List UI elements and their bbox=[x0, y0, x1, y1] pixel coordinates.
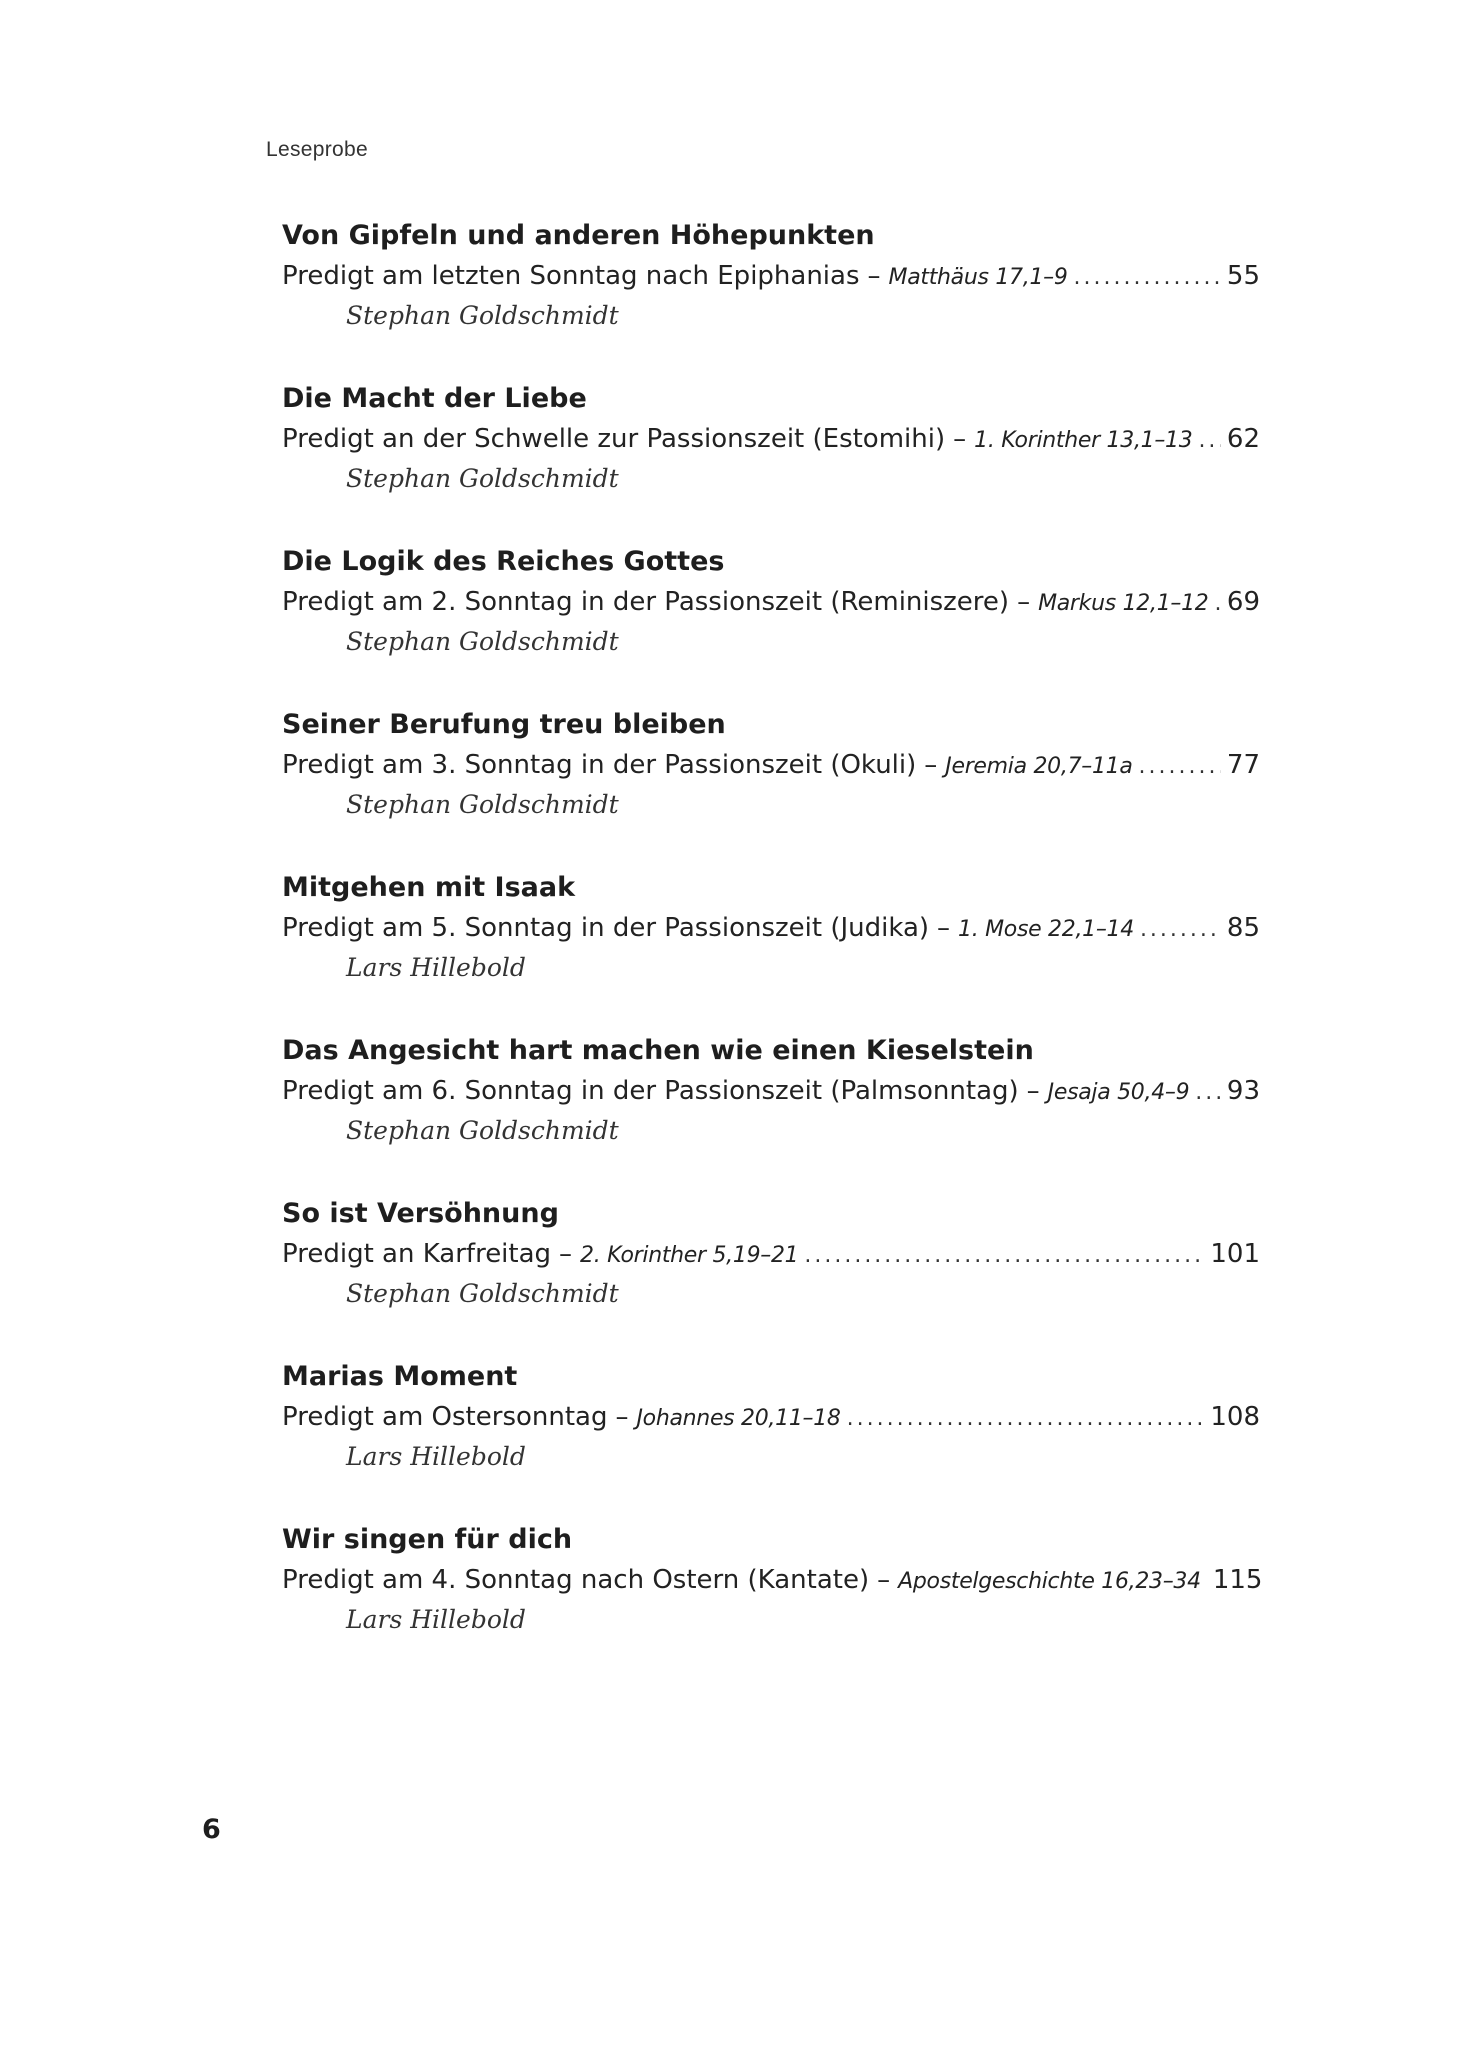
entry-line bbox=[282, 908, 1260, 948]
entry-author: Stephan Goldschmidt bbox=[346, 301, 619, 330]
entry-reference: Matthäus 17,1–9 bbox=[888, 265, 1068, 290]
entry-separator: – bbox=[615, 1402, 629, 1432]
entry-reference: Jeremia 20,7–11a bbox=[945, 754, 1133, 779]
entry-author: Lars Hillebold bbox=[346, 1605, 526, 1634]
entry-separator: – bbox=[559, 1239, 573, 1269]
entry-line bbox=[282, 1560, 1263, 1600]
toc-entry bbox=[282, 1520, 1263, 1683]
entry-line bbox=[282, 419, 1260, 459]
dot-leader bbox=[847, 1399, 1205, 1439]
entry-separator: – bbox=[953, 424, 967, 454]
entry-occasion: Predigt am Ostersonntag bbox=[282, 1402, 608, 1432]
entry-title: Wir singen für dich bbox=[282, 1524, 573, 1555]
entry-separator: – bbox=[1017, 587, 1031, 617]
entry-reference: Johannes 20,11–18 bbox=[636, 1406, 841, 1431]
entry-reference: Markus 12,1–12 bbox=[1038, 591, 1209, 616]
entry-title: Mitgehen mit Isaak bbox=[282, 872, 576, 903]
entry-page: 77 bbox=[1226, 750, 1260, 780]
toc-entry bbox=[282, 705, 1260, 868]
entry-separator: – bbox=[877, 1565, 891, 1595]
entry-title: Das Angesicht hart machen wie einen Kieselstein bbox=[282, 1035, 1034, 1066]
entry-title: So ist Versöhnung bbox=[282, 1198, 559, 1229]
entry-reference: 1. Korinther 13,1–13 bbox=[974, 428, 1193, 453]
entry-occasion: Predigt am letzten Sonntag nach Epiphanias bbox=[282, 261, 860, 291]
toc-entry bbox=[282, 868, 1260, 1031]
entry-title: Von Gipfeln und anderen Höhepunkten bbox=[282, 220, 875, 251]
entry-line bbox=[282, 1071, 1260, 1111]
entry-occasion: Predigt am 6. Sonntag in der Passionszeit (Palmsonntag) bbox=[282, 1076, 1019, 1106]
running-header: Leseprobe bbox=[266, 138, 368, 161]
entry-author: Lars Hillebold bbox=[346, 1442, 526, 1471]
entry-reference: Jesaja 50,4–9 bbox=[1047, 1080, 1190, 1105]
entry-line bbox=[282, 1234, 1260, 1274]
entry-title: Die Logik des Reiches Gottes bbox=[282, 546, 725, 577]
entry-author: Lars Hillebold bbox=[346, 953, 526, 982]
entry-author: Stephan Goldschmidt bbox=[346, 1279, 619, 1308]
toc-entry bbox=[282, 216, 1260, 379]
entry-title: Die Macht der Liebe bbox=[282, 383, 587, 414]
entry-occasion: Predigt an Karfreitag bbox=[282, 1239, 552, 1269]
entry-reference: 2. Korinther 5,19–21 bbox=[580, 1243, 799, 1268]
table-of-contents bbox=[282, 216, 1263, 1683]
toc-entry bbox=[282, 1194, 1260, 1357]
entry-occasion: Predigt am 3. Sonntag in der Passionszeit (Okuli) bbox=[282, 750, 917, 780]
entry-author: Stephan Goldschmidt bbox=[346, 1116, 619, 1145]
entry-title: Seiner Berufung treu bleiben bbox=[282, 709, 726, 740]
entry-occasion: Predigt an der Schwelle zur Passionszeit (Estomihi) bbox=[282, 424, 946, 454]
dot-leader bbox=[1195, 1073, 1221, 1113]
dot-leader bbox=[1139, 747, 1221, 787]
entry-separator: – bbox=[867, 261, 881, 291]
entry-reference: 1. Mose 22,1–14 bbox=[958, 917, 1134, 942]
entry-page: 108 bbox=[1210, 1402, 1260, 1432]
toc-entry bbox=[282, 1031, 1260, 1194]
entry-occasion: Predigt am 2. Sonntag in der Passionszeit (Reminiszere) bbox=[282, 587, 1010, 617]
dot-leader bbox=[1215, 584, 1221, 624]
dot-leader bbox=[1140, 910, 1221, 950]
dot-leader bbox=[1198, 421, 1220, 461]
entry-title: Marias Moment bbox=[282, 1361, 518, 1392]
entry-page: 101 bbox=[1210, 1239, 1260, 1269]
entry-page: 55 bbox=[1226, 261, 1260, 291]
entry-author: Stephan Goldschmidt bbox=[346, 790, 619, 819]
entry-occasion: Predigt am 4. Sonntag nach Ostern (Kantate) bbox=[282, 1565, 870, 1595]
entry-page: 93 bbox=[1226, 1076, 1260, 1106]
entry-separator: – bbox=[924, 750, 938, 780]
toc-entry bbox=[282, 542, 1260, 705]
entry-author: Stephan Goldschmidt bbox=[346, 627, 619, 656]
entry-line bbox=[282, 256, 1260, 296]
entry-page: 85 bbox=[1226, 913, 1260, 943]
entry-occasion: Predigt am 5. Sonntag in der Passionszeit (Judika) bbox=[282, 913, 930, 943]
page-number: 6 bbox=[202, 1814, 221, 1845]
entry-page: 69 bbox=[1226, 587, 1260, 617]
entry-line bbox=[282, 745, 1260, 785]
entry-line bbox=[282, 1397, 1260, 1437]
entry-separator: – bbox=[1026, 1076, 1040, 1106]
dot-leader bbox=[804, 1236, 1204, 1276]
toc-entry bbox=[282, 379, 1260, 542]
toc-entry bbox=[282, 1357, 1260, 1520]
entry-page: 115 bbox=[1212, 1565, 1263, 1595]
dot-leader bbox=[1074, 258, 1221, 298]
entry-separator: – bbox=[937, 913, 951, 943]
entry-reference: Apostelgeschichte 16,23–34 bbox=[898, 1569, 1201, 1594]
entry-author: Stephan Goldschmidt bbox=[346, 464, 619, 493]
entry-page: 62 bbox=[1226, 424, 1260, 454]
entry-line bbox=[282, 582, 1260, 622]
